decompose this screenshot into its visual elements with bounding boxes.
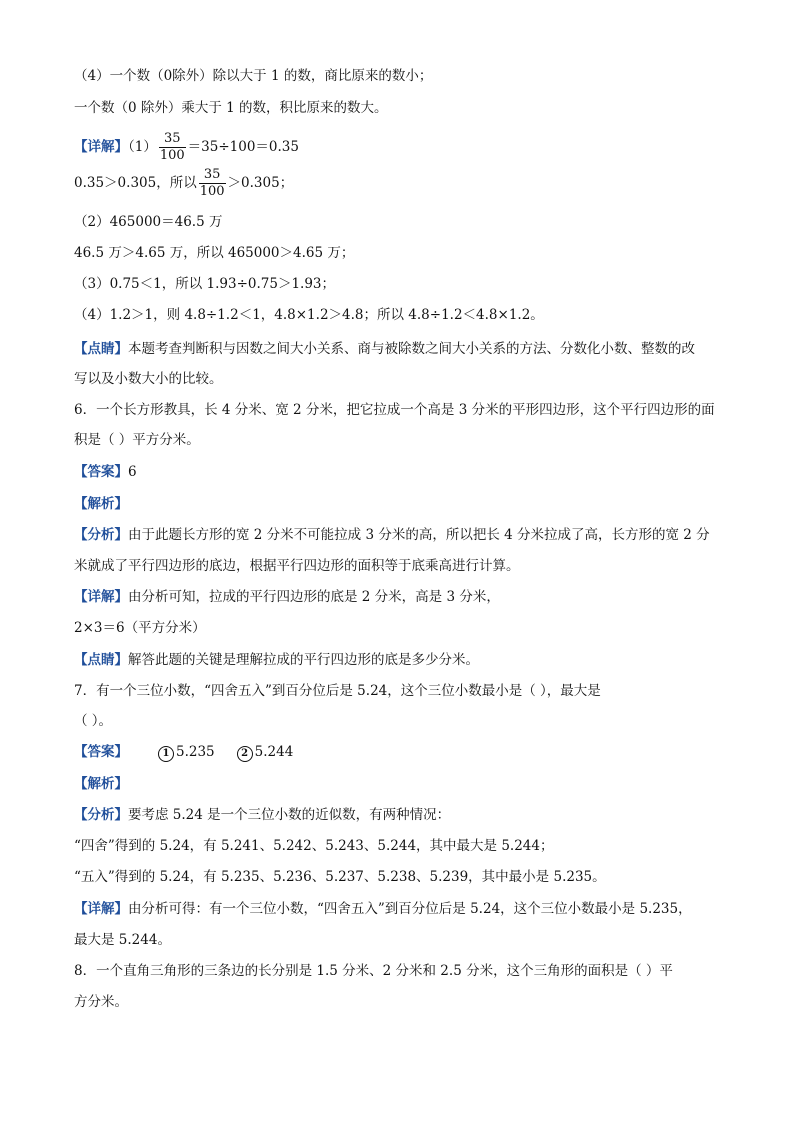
line: 【详解】由分析可知，拉成的平行四边形的底是 2 分米，高是 3 分米， (74, 589, 500, 605)
line: “五入”得到的 5.24，有 5.235、5.236、5.237、5.238、5.239，其中最小是 5.235。 (74, 869, 606, 885)
line: 积是（ ）平方分米。 (74, 432, 200, 448)
answer-tag: 【答案】 (74, 464, 128, 480)
jiexi-tag: 【解析】 (74, 776, 128, 792)
line: （ ）。 (74, 713, 113, 729)
answer-value-1: 5.235 (176, 744, 215, 760)
answer-value-2: 5.244 (254, 744, 294, 760)
line: 最大是 5.244。 (74, 932, 171, 948)
jiexi-line (74, 494, 128, 514)
jiexi-tag: 【解析】 (74, 496, 128, 512)
line: （4）1.2＞1，则 4.8÷1.2＜1，4.8×1.2＞4.8；所以 4.8÷1.2＜4.8×1.2。 (74, 307, 544, 323)
line: 2×3＝6（平方分米） (74, 620, 206, 636)
detail-tag: 【详解】 (74, 589, 128, 605)
question-6: 6．一个长方形教具，长 4 分米、宽 2 分米，把它拉成一个高是 3 分米的平形四边形，这个平行四边形的面 (74, 402, 715, 418)
question-7: 7．有一个三位小数，“四舍五入”到百分位后是 5.24，这个三位小数最小是（ ），最大是 (74, 683, 601, 699)
line: 方分米。 (74, 994, 128, 1010)
detail-tag: 【详解】 (74, 139, 128, 155)
circled-number-2: 2 (237, 746, 253, 762)
fraction: $\frac{35}{100}$ (159, 131, 185, 163)
answer-tag: 【答案】 (74, 744, 128, 760)
fraction: $\frac{35}{100}$ (199, 167, 225, 199)
dianjing-tag: 【点睛】 (74, 341, 128, 357)
answer-value: 6 (128, 464, 137, 480)
dianjing-tag: 【点睛】 (74, 652, 128, 668)
detail-line: 【详解】（1） $\frac{35}{100}$ ＝35÷100＝0.35 (74, 131, 299, 163)
jiexi-line (74, 774, 128, 794)
line: 写以及小数大小的比较。 (74, 371, 223, 387)
question-8: 8．一个直角三角形的三条边的长分别是 1.5 分米、2 分米和 2.5 分米，这个三角形的面积是（ ）平 (74, 963, 673, 979)
fenxi-tag: 【分析】 (74, 807, 128, 823)
line: （3）0.75＜1，所以 1.93÷0.75＞1.93； (74, 276, 336, 292)
line: 米就成了平行四边形的底边，根据平行四边形的面积等于底乘高进行计算。 (74, 558, 520, 574)
line: （2）465000＝46.5 万 (74, 214, 223, 230)
line: 一个数（0 除外）乘大于 1 的数，积比原来的数大。 (74, 100, 388, 116)
circled-number-1: 1 (158, 746, 174, 762)
detail-tag: 【详解】 (74, 901, 128, 917)
line: 【点睛】解答此题的关键是理解拉成的平行四边形的底是多少分米。 (74, 652, 479, 668)
line: 46.5 万＞4.65 万，所以 465000＞4.65 万； (74, 245, 355, 261)
answer-line (74, 742, 293, 762)
line: 【分析】要考虑 5.24 是一个三位小数的近似数，有两种情况： (74, 807, 451, 823)
fenxi-tag: 【分析】 (74, 527, 128, 543)
line: 【分析】由于此题长方形的宽 2 分米不可能拉成 3 分米的高，所以把长 4 分米拉成了高，长方形的宽 2 分 (74, 527, 710, 543)
line: “四舍”得到的 5.24，有 5.241、5.242、5.243、5.244，其中最大是 5.244； (74, 838, 554, 854)
line: 【点睛】本题考查判断积与因数之间大小关系、商与被除数之间大小关系的方法、分数化小数、整数的改 (74, 341, 695, 357)
line: 【详解】由分析可得：有一个三位小数，“四舍五入”到百分位后是 5.24，这个三位小数最小是 5.235， (74, 901, 692, 917)
line: （4）一个数（0除外）除以大于 1 的数，商比原来的数小； (74, 68, 433, 84)
line: 0.35＞0.305，所以 $\frac{35}{100}$ ＞0.305； (74, 167, 294, 199)
answer-line (74, 462, 137, 482)
